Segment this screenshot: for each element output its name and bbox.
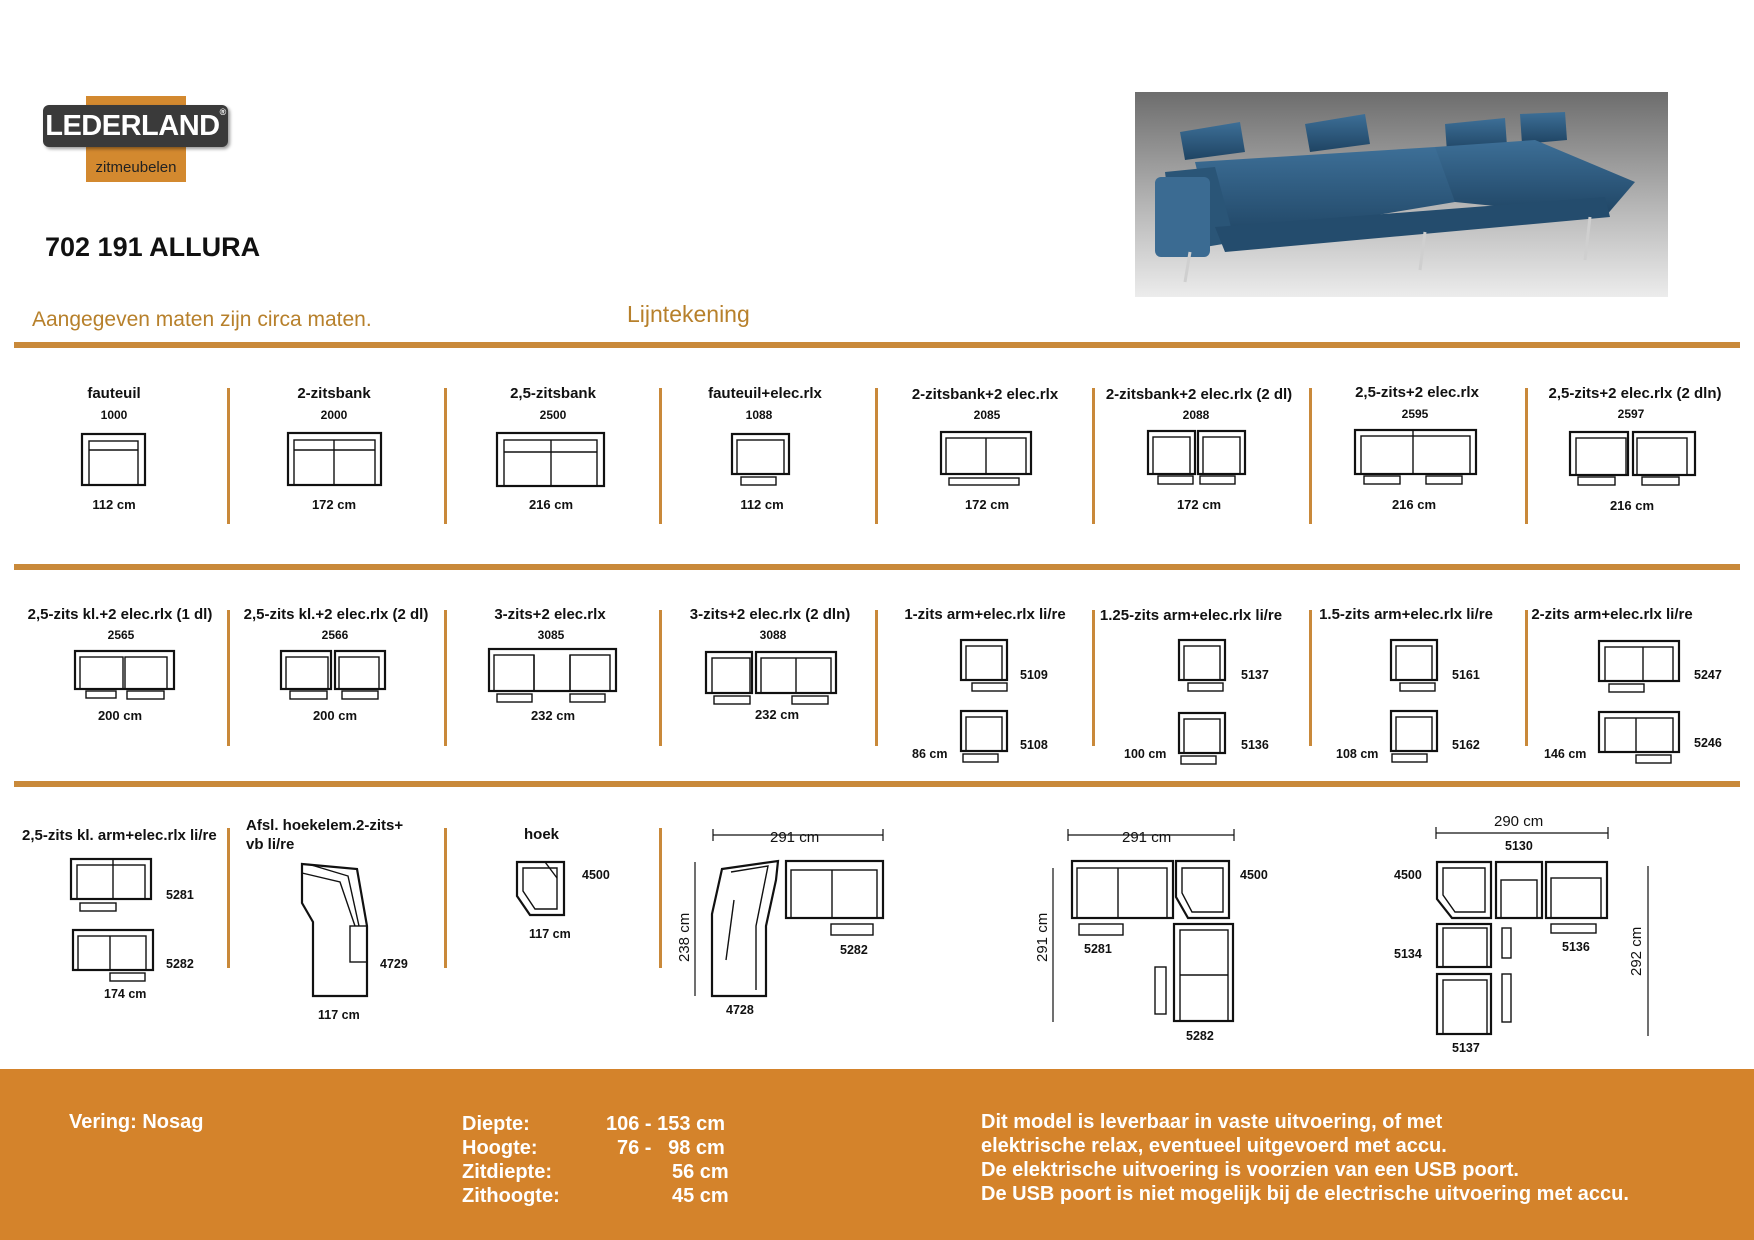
drawing-5247 (1599, 641, 1679, 692)
drawing-2500 (497, 433, 604, 486)
row3-code: 5134 (1394, 947, 1422, 961)
brand-logo: LEDERLAND® (43, 105, 228, 147)
row2-title: 1.5-zits arm+elec.rlx li/re (1319, 606, 1493, 623)
brand-subtitle: zitmeubelen (95, 159, 177, 176)
row3-code: 4728 (726, 1003, 754, 1017)
drawing-3088 (706, 652, 836, 704)
row3-dim-depth: 291 cm (1034, 912, 1051, 962)
row3-code: 5136 (1562, 940, 1590, 954)
row3-code: 5282 (1186, 1029, 1214, 1043)
drawing-composite-1 (695, 829, 883, 996)
row3-code: 4500 (582, 868, 610, 882)
drawing-2565 (75, 651, 174, 699)
row3-dim-width: 291 cm (770, 829, 820, 846)
page-title: 702 191 ALLURA (45, 232, 261, 262)
row1-title: 2,5-zits+2 elec.rlx (2 dln) (1548, 385, 1722, 402)
row2-title: 1-zits arm+elec.rlx li/re (904, 606, 1066, 623)
drawing-2000 (288, 433, 381, 485)
row1-title: 2-zitsbank (297, 385, 371, 402)
row1-title: fauteuil (87, 385, 141, 402)
row2-width: 200 cm (97, 708, 143, 723)
row3-code: 4500 (1394, 868, 1422, 882)
row1-width: 216 cm (1609, 498, 1655, 513)
footer-text-line: De elektrische uitvoering is voorzien van een USB poort. (981, 1159, 1519, 1181)
drawing-1000 (82, 434, 145, 485)
drawing-2088 (1148, 431, 1245, 484)
row2-code: 3085 (537, 628, 565, 642)
drawing-5137 (1179, 640, 1225, 691)
row2-title: 2,5-zits kl.+2 elec.rlx (1 dl) (27, 606, 213, 623)
drawing-5161 (1391, 640, 1437, 691)
row1-title: 2-zitsbank+2 elec.rlx (2 dl) (1105, 386, 1293, 403)
drawing-5281 (71, 859, 151, 911)
row2-code: 3088 (759, 628, 787, 642)
footer-text-line: elektrische relax, eventueel uitgevoerd met accu. (981, 1135, 1447, 1157)
spec-value: 106 - 153 cm (606, 1113, 725, 1135)
drawing-2597 (1570, 432, 1695, 485)
drawing-composite-2 (1053, 829, 1234, 1022)
drawing-4500 (517, 862, 564, 915)
row2-code-top: 5247 (1694, 668, 1722, 682)
row2-code-top: 5161 (1452, 668, 1480, 682)
footer-text-line: De USB poort is niet mogelijk bij de electrische uitvoering met accu. (981, 1183, 1629, 1205)
row1-code: 2000 (320, 408, 348, 422)
row3-width: 174 cm (104, 987, 147, 1001)
row1-title: 2,5-zits+2 elec.rlx (1355, 384, 1479, 401)
row2-title: 3-zits+2 elec.rlx (2 dln) (689, 606, 851, 623)
row3-code: 5137 (1452, 1041, 1480, 1055)
row1-code: 2595 (1401, 407, 1429, 421)
spec-value: 45 cm (672, 1185, 729, 1207)
row1-width: 216 cm (528, 497, 574, 512)
row2-width: 200 cm (312, 708, 358, 723)
footer (0, 1069, 1754, 1240)
row2-code-top: 5109 (1020, 668, 1048, 682)
row2-width: 232 cm (754, 707, 800, 722)
row1-code: 1088 (745, 408, 773, 422)
drawing-composite-3 (1436, 827, 1648, 1036)
dimensions-note: Aangegeven maten zijn circa maten. (32, 308, 372, 331)
row3-dim-depth: 238 cm (676, 912, 693, 962)
row2-code-bottom: 5246 (1694, 736, 1722, 750)
spec-value: 76 - 98 cm (617, 1137, 725, 1159)
drawing-3085 (489, 649, 616, 702)
row2-code: 2565 (107, 628, 135, 642)
row1-width: 112 cm (740, 497, 784, 512)
row1-code: 2597 (1617, 407, 1645, 421)
row3-width: 117 cm (318, 1008, 360, 1022)
row2-code-top: 5137 (1241, 668, 1269, 682)
row3-title: Afsl. hoekelem.2-zits+ (246, 817, 404, 834)
row3-code: 4500 (1240, 868, 1268, 882)
row2-title: 1.25-zits arm+elec.rlx li/re (1099, 607, 1283, 624)
row3-dim-width: 291 cm (1122, 829, 1172, 846)
drawing-5136 (1179, 713, 1225, 764)
drawing-5282 (73, 930, 153, 981)
row3-code: 5282 (840, 943, 868, 957)
row1-title: fauteuil+elec.rlx (708, 385, 822, 402)
row1-width: 172 cm (311, 497, 357, 512)
drawing-2085 (941, 432, 1031, 485)
spec-label: Zitdiepte: (462, 1161, 552, 1183)
row3-code: 5282 (166, 957, 194, 971)
row3-title: hoek (524, 826, 560, 843)
row2-code-bottom: 5162 (1452, 738, 1480, 752)
drawing-5109 (961, 640, 1007, 691)
row1-width: 216 cm (1391, 497, 1437, 512)
spec-label: Diepte: (462, 1113, 530, 1135)
row1-code: 2500 (539, 408, 567, 422)
row2-title: 2-zits arm+elec.rlx li/re (1531, 606, 1693, 623)
drawing-2595 (1355, 430, 1476, 484)
spec-label: Hoogte: (462, 1137, 538, 1159)
row2-code-bottom: 5108 (1020, 738, 1048, 752)
row3-code: 4729 (380, 957, 408, 971)
drawing-1088 (732, 434, 789, 485)
row2-width: 108 cm (1336, 747, 1379, 761)
footer-text-line: Dit model is leverbaar in vaste uitvoering, of met (981, 1111, 1443, 1133)
row3-title: 2,5-zits kl. arm+elec.rlx li/re (22, 827, 217, 844)
row3-code: 5130 (1505, 839, 1533, 853)
drawing-5162 (1391, 711, 1437, 762)
row2-width: 232 cm (530, 708, 576, 723)
spec-label: Zithoogte: (462, 1185, 560, 1207)
row2-code: 2566 (321, 628, 349, 642)
row2-title: 3-zits+2 elec.rlx (494, 606, 606, 623)
row3-dim-depth: 292 cm (1628, 926, 1645, 976)
row2-width: 86 cm (912, 747, 948, 761)
drawing-5246 (1599, 712, 1679, 763)
row3-code: 5281 (1084, 942, 1112, 956)
row1-width: 112 cm (92, 497, 136, 512)
drawing-4729 (302, 864, 367, 996)
row1-title: 2,5-zitsbank (510, 385, 596, 402)
row3-title: vb li/re (246, 836, 295, 853)
row1-code: 2085 (973, 408, 1001, 422)
row2-title: 2,5-zits kl.+2 elec.rlx (2 dl) (243, 606, 429, 623)
section-title-line-drawing: Lijntekening (627, 301, 750, 327)
row2-width: 100 cm (1124, 747, 1167, 761)
row2-width: 146 cm (1544, 747, 1587, 761)
spec-value: 56 cm (672, 1161, 729, 1183)
row2-code-bottom: 5136 (1241, 738, 1269, 752)
row3-code: 5281 (166, 888, 194, 902)
row1-code: 1000 (100, 408, 128, 422)
row1-title: 2-zitsbank+2 elec.rlx (911, 386, 1059, 403)
row1-width: 172 cm (1176, 497, 1222, 512)
row3-width: 117 cm (529, 927, 571, 941)
drawing-5108 (961, 711, 1007, 762)
row3-dim-width: 290 cm (1494, 813, 1544, 830)
row1-code: 2088 (1182, 408, 1210, 422)
row1-width: 172 cm (964, 497, 1010, 512)
drawing-2566 (281, 651, 385, 699)
footer-vering: Vering: Nosag (69, 1111, 204, 1133)
